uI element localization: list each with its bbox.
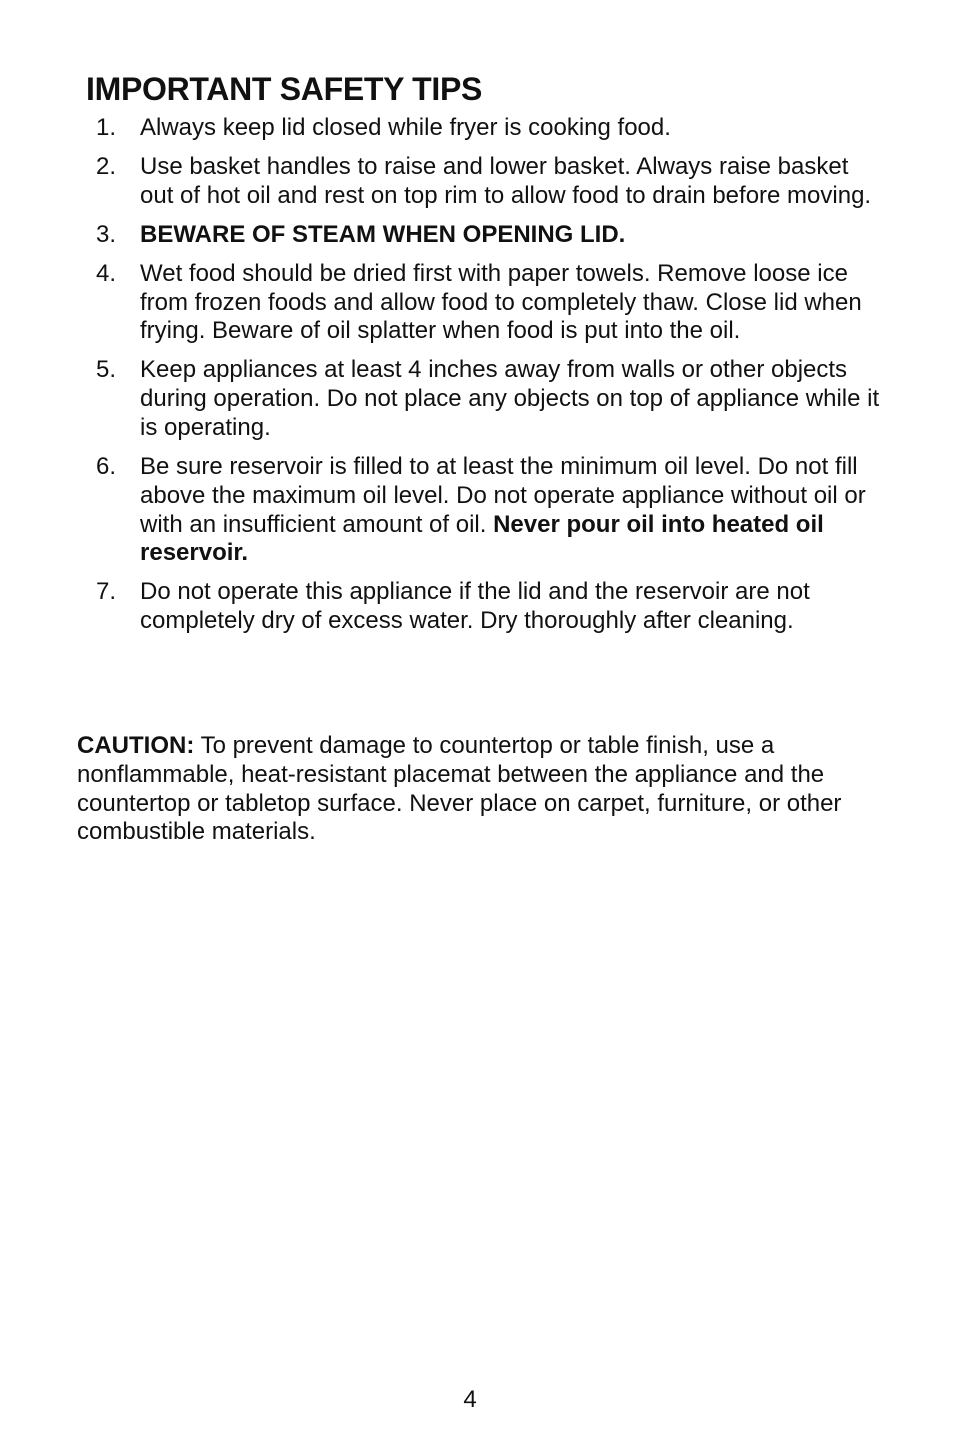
tip-number: 4.	[96, 259, 117, 287]
tip-number: 5.	[96, 356, 117, 384]
safety-tip-7	[0, 578, 954, 636]
safety-tip-4	[0, 260, 954, 346]
tip-number: 1.	[96, 114, 117, 141]
caution-notice	[77, 732, 877, 847]
safety-tip-6	[0, 453, 954, 568]
safety-tip-3	[0, 221, 954, 250]
tip-warning-text: Never pour oil into heated oil reservoir.	[140, 510, 824, 567]
tip-text: Use basket handles to raise and lower basket. Always raise basket out of hot oil and rest on top rim to allow food to drain before moving.	[140, 152, 872, 209]
tip-text: Be sure reservoir is filled to at least the minimum oil level. Do not fill above the maximum oil level. Do not operate appliance without oil or with an insufficient amount of oil.	[140, 452, 866, 538]
page-number: 4	[463, 1386, 477, 1413]
safety-tip-2	[0, 153, 954, 211]
safety-tip-1	[0, 114, 954, 143]
tip-text: Always keep lid closed while fryer is cooking food.	[140, 114, 671, 141]
tip-text: Keep appliances at least 4 inches away from walls or other objects during operation. Do not place any objects on top of appliance while it is operating.	[140, 356, 880, 441]
safety-tip-5	[0, 356, 954, 442]
tip-number: 3.	[96, 220, 117, 248]
tip-number: 6.	[96, 452, 117, 480]
safety-tips-list	[0, 114, 954, 646]
tip-text: Wet food should be dried first with paper towels. Remove loose ice from frozen foods and allow food to completely thaw. Close lid when frying. Beware of oil splatter when food is put into the oil.	[140, 259, 862, 345]
tip-text: Do not operate this appliance if the lid and the reservoir are not completely dry of excess water. Dry thoroughly after cleaning.	[140, 578, 810, 635]
tip-number: 7.	[96, 578, 117, 606]
caution-label: CAUTION:	[77, 732, 195, 759]
tip-warning-text: BEWARE OF STEAM WHEN OPENING LID.	[140, 220, 626, 248]
page-title: IMPORTANT SAFETY TIPS	[86, 71, 483, 107]
tip-number: 2.	[96, 152, 117, 180]
caution-text: To prevent damage to countertop or table finish, use a nonflammable, heat-resistant placemat between the appliance and the countertop or tabletop surface. Never place on carpet, furniture, or other combustible materials.	[77, 732, 842, 846]
